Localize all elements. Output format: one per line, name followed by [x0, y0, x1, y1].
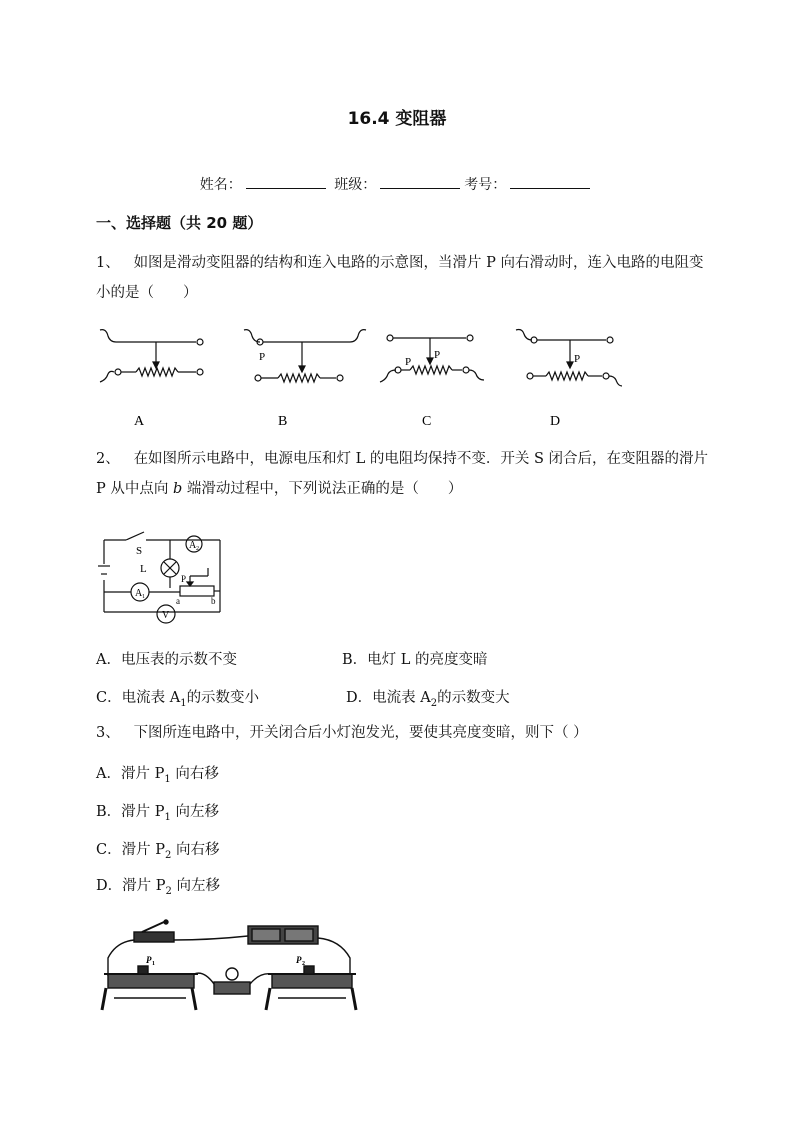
q2-label-v: V	[162, 610, 170, 621]
rheostat-diagram-d	[516, 330, 622, 387]
q1-label-b: B	[278, 414, 288, 429]
q3-option-c-text-end: 向右移	[171, 842, 220, 858]
class-label: 班级：	[334, 177, 377, 193]
q3-label-p2-sub: 2	[302, 961, 305, 967]
q3-label-p2: P	[296, 955, 302, 965]
q2-label-p: P	[181, 574, 187, 584]
q1-label-d: D	[550, 414, 561, 429]
q2-option-c-text-end: 的示数变小	[186, 690, 260, 706]
class-blank[interactable]	[380, 174, 460, 189]
q3-label-p1: P	[146, 955, 152, 965]
exam-label: 考号：	[464, 177, 507, 193]
q2-option-d-sub: 2	[430, 697, 438, 709]
q3-option-b-sub: 1	[164, 811, 171, 823]
question-text: 下图所连电路中，开关闭合后小灯泡发光，要使其亮度变暗，则下（ ）	[133, 725, 588, 741]
q2-option-c-sub: 1	[180, 697, 187, 709]
question-text: 在如图所示电路中，电源电压和灯 L 的电阻均保持不变．开关 S 闭合后，在变阻器的滑片 P 从中点向	[96, 451, 709, 497]
question-text: 如图是滑动变阻器的结构和连入电路的示意图，当滑片 P 向右滑动时，连入电路的电阻变小的是（ ）	[96, 255, 704, 301]
page-title: 16.4 变阻器	[347, 109, 447, 129]
q2-label-a1-sub: 1	[142, 594, 145, 600]
q3-label-p1-sub: 1	[152, 961, 155, 967]
q3-option-c-text: C．滑片 P	[96, 842, 165, 858]
q1-slider-label-c: P	[434, 349, 441, 361]
q1-rheostat-diagrams	[96, 322, 636, 432]
q2-option-a[interactable]: A．电压表的示数不变	[96, 652, 237, 668]
q3-option-b[interactable]	[96, 800, 219, 823]
q3-option-a-sub: 1	[164, 773, 171, 785]
q1-label-a: A	[134, 414, 145, 429]
question-number: 3、	[96, 725, 120, 741]
q2-label-s: S	[136, 545, 143, 557]
student-info-line	[0, 174, 794, 194]
q2-label-a2: A	[189, 540, 197, 551]
rheostat-diagram-c	[380, 335, 484, 382]
q2-circuit-diagram	[96, 528, 236, 628]
q3-option-d-text: D．滑片 P	[96, 878, 166, 894]
exam-blank[interactable]	[510, 174, 590, 189]
q2-label-b: b	[211, 596, 216, 606]
q1-slider-label-b: P	[405, 356, 412, 368]
q3-option-b-text-end: 向左移	[170, 804, 220, 820]
question-3	[96, 718, 716, 748]
q2-label-a2-sub: 2	[196, 546, 199, 552]
q2-option-d-text: D．电流表 A	[346, 690, 431, 706]
q3-option-a-text-end: 向右移	[170, 766, 219, 782]
q2-option-c[interactable]	[96, 686, 259, 709]
name-label: 姓名：	[199, 177, 242, 193]
q3-option-b-text: B．滑片 P	[96, 804, 165, 820]
q3-option-c[interactable]	[96, 838, 219, 861]
q3-option-a[interactable]	[96, 762, 219, 785]
question-2	[96, 444, 716, 504]
question-number: 1、	[96, 255, 120, 271]
q1-slider-label-d: P	[574, 353, 581, 365]
q3-apparatus-picture	[100, 918, 362, 1018]
q2-label-l: L	[140, 563, 147, 575]
question-number: 2、	[96, 451, 120, 467]
q2-label-a: a	[176, 596, 180, 606]
q3-option-d-text-end: 向左移	[171, 878, 220, 894]
q3-option-d[interactable]	[96, 874, 220, 897]
rheostat-diagram-a	[100, 330, 203, 382]
q1-label-c: C	[422, 414, 432, 429]
q1-slider-label-a: P	[259, 351, 266, 363]
q3-option-d-sub: 2	[165, 885, 172, 897]
q2-option-c-text: C．电流表 A	[96, 690, 181, 706]
q2-option-d-text-end: 的示数变大	[437, 690, 510, 706]
q3-option-c-sub: 2	[164, 849, 172, 861]
q2-option-b[interactable]: B．电灯 L 的亮度变暗	[342, 652, 488, 668]
question-text-italic: b	[172, 481, 183, 497]
name-blank[interactable]	[246, 174, 326, 189]
q2-label-a1: A	[135, 588, 143, 599]
question-text-end: 端滑动过程中，下列说法正确的是（ ）	[182, 481, 463, 497]
q2-option-d[interactable]	[346, 686, 510, 709]
section-heading: 一、选择题（共 20 题）	[96, 214, 263, 232]
question-1	[96, 248, 716, 308]
q3-option-a-text: A．滑片 P	[96, 766, 165, 782]
